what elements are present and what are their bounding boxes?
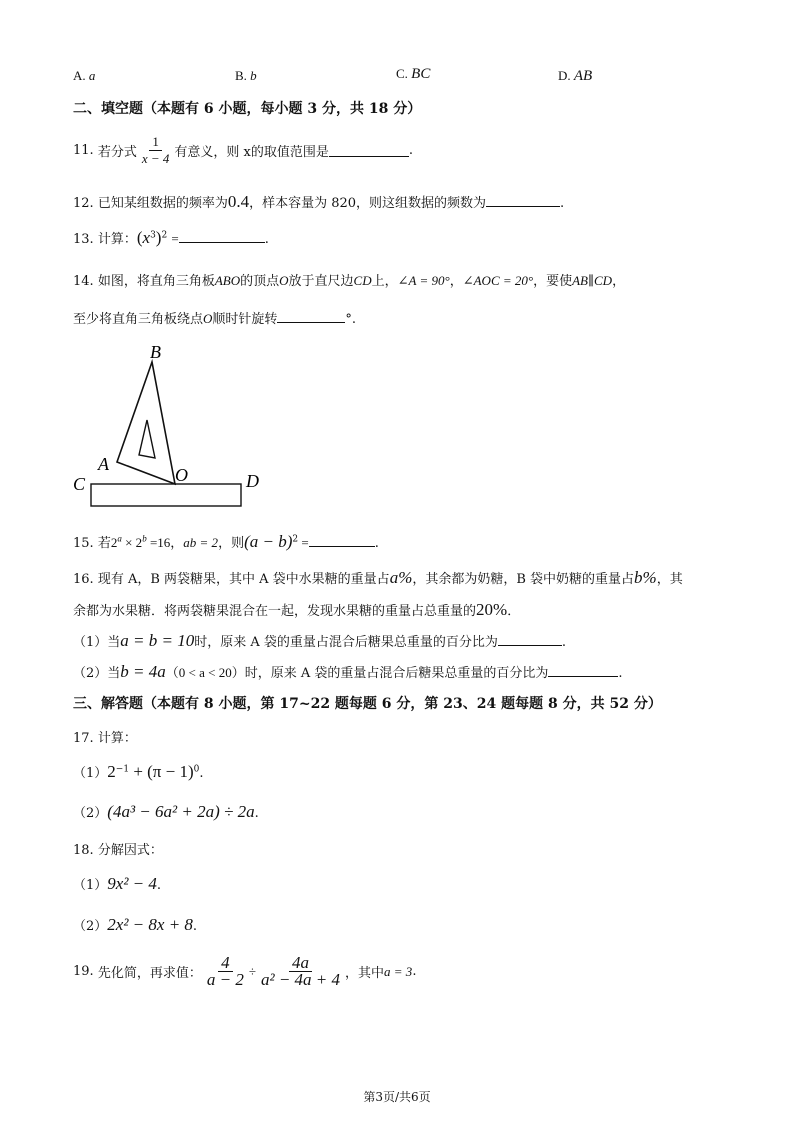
q16-part-2-label: （2）当 bbox=[73, 666, 121, 681]
q13-base: x bbox=[142, 228, 151, 247]
q19-text: ，其中 bbox=[345, 966, 385, 981]
q19-fraction-1-numerator: 4 bbox=[218, 955, 233, 972]
option-b-letter: B. bbox=[235, 68, 247, 83]
q14-point-o: O bbox=[279, 273, 289, 288]
question-16-part-1: （1）当a = b = 10时，原来 A 袋的重量占混合后糖果总重量的百分比为 . bbox=[73, 631, 567, 650]
question-17-part-1 bbox=[73, 762, 204, 782]
q17-number: 17. bbox=[73, 731, 94, 746]
q13-inner-exponent: 3 bbox=[150, 230, 156, 241]
q14-separator: ， bbox=[449, 274, 463, 289]
option-d-value: AB bbox=[573, 68, 593, 84]
q16-part-1-answer-blank[interactable] bbox=[498, 633, 562, 646]
ruler-shape bbox=[91, 484, 241, 506]
q11-answer-blank[interactable] bbox=[329, 144, 409, 157]
q12-text-pre: 已知某组数据的频率为 bbox=[97, 196, 228, 211]
figure-label-o: O bbox=[175, 465, 188, 485]
q14-degree-suffix: °. bbox=[345, 312, 357, 327]
q16-part-2-answer-blank[interactable] bbox=[548, 664, 618, 677]
q11-fraction bbox=[139, 134, 173, 167]
figure-label-b: B bbox=[150, 342, 161, 362]
option-c-value: BC bbox=[411, 66, 431, 82]
q16-text: ，其 bbox=[656, 572, 683, 587]
question-18-part-2 bbox=[73, 915, 197, 935]
q15-exponent-a: a bbox=[117, 533, 122, 544]
q17-part-1-end: . bbox=[199, 766, 204, 781]
q19-fraction-2-numerator: 4a bbox=[289, 955, 312, 972]
q16-part-2-condition: b = 4a bbox=[120, 662, 166, 681]
q14-text: 上， bbox=[371, 274, 398, 289]
q18-number: 18. bbox=[73, 843, 94, 858]
q12-frequency: 0.4 bbox=[227, 192, 250, 211]
question-16-line-1 bbox=[73, 568, 683, 588]
q16-text: 现有 A，B 两袋糖果，其中 A 袋中水果糖的重量占 bbox=[97, 572, 390, 587]
q15-text: 若 bbox=[97, 536, 111, 551]
q17-part-1-label: （1） bbox=[73, 766, 108, 781]
section-2-heading: 二、填空题（本题有 6 小题，每小题 3 分，共 18 分） bbox=[73, 101, 422, 117]
q14-segment-cd: CD bbox=[353, 273, 372, 288]
q13-number: 13. bbox=[73, 232, 94, 247]
question-17-part-2 bbox=[73, 802, 259, 822]
q16-part-1-text: 时，原来 A 袋的重量占混合后糖果总重量的百分比为 bbox=[194, 635, 498, 650]
question-18-part-1 bbox=[73, 874, 161, 894]
triangle-ruler-figure bbox=[66, 338, 276, 513]
q16-percent-b: b% bbox=[634, 568, 657, 587]
question-12: 12. 已知某组数据的频率为0.4，样本容量为 820，则这组数据的频数为 . bbox=[73, 192, 565, 211]
question-14-line-2 bbox=[73, 308, 356, 327]
option-a-value: a bbox=[88, 68, 96, 83]
q14-triangle-name: ABO bbox=[214, 273, 241, 288]
q13-equals: = bbox=[171, 231, 179, 246]
q18-part-2-expression: 2x² − 8x + 8 bbox=[107, 915, 193, 934]
q19-end: . bbox=[412, 964, 417, 979]
q17-part-2-end: . bbox=[254, 806, 259, 821]
q16-text: ，其余都为奶糖，B 袋中奶糖的重量占 bbox=[412, 572, 635, 587]
option-d bbox=[558, 68, 592, 85]
q16-percent-a: a% bbox=[389, 568, 413, 587]
q12-number: 12. bbox=[73, 196, 94, 211]
option-c bbox=[396, 66, 430, 83]
q16-part-2-text: 时，原来 A 袋的重量占混合后糖果总重量的百分比为 bbox=[244, 666, 549, 681]
q18-part-2-end: . bbox=[192, 919, 198, 934]
q15-expression-exponent: 2 bbox=[292, 534, 299, 545]
q15-expression: (a − b) bbox=[244, 532, 293, 551]
q16-number: 16. bbox=[73, 572, 94, 587]
q12-text-mid: ，样本容量为 820，则这组数据的频数为 bbox=[249, 196, 487, 211]
q15-answer-blank[interactable] bbox=[309, 534, 375, 547]
q19-condition: a = 3 bbox=[384, 963, 413, 979]
figure-label-c: C bbox=[73, 474, 86, 494]
q18-title: 分解因式： bbox=[97, 843, 163, 858]
q14-angle-a: ∠A = 90° bbox=[397, 273, 450, 288]
q17-part-1-exponent-2: 0 bbox=[193, 764, 200, 775]
q18-part-1-label: （1） bbox=[73, 878, 108, 893]
q16-text: ． bbox=[507, 604, 521, 619]
option-c-letter: C. bbox=[396, 66, 408, 81]
q19-number: 19. bbox=[73, 964, 94, 979]
q18-part-1-expression: 9x² − 4 bbox=[107, 874, 157, 893]
q14-text: 如图，将直角三角板 bbox=[97, 274, 215, 289]
question-16-line-2 bbox=[73, 600, 520, 620]
q11-fraction-numerator: 1 bbox=[149, 134, 162, 151]
q11-fraction-denominator: x − 4 bbox=[141, 151, 170, 166]
q19-fraction-2 bbox=[258, 955, 343, 988]
q14-parallel-condition: AB∥CD bbox=[572, 273, 613, 288]
option-b-value: b bbox=[250, 68, 257, 83]
q14-text: 的顶点 bbox=[240, 274, 280, 289]
q16-percent-20: 20% bbox=[476, 600, 508, 619]
q17-part-1-rest: + (π − 1) bbox=[129, 762, 194, 781]
q15-text: ，则 bbox=[218, 536, 245, 551]
q16-part-2-range: （0 < a < 20） bbox=[165, 665, 245, 680]
q14-text: 顺时针旋转 bbox=[212, 312, 278, 327]
figure-label-a: A bbox=[98, 454, 109, 474]
q15-base: 2 bbox=[110, 535, 118, 550]
question-15: 15. 若$2^a \times 2^b =16$，ab = 2，则$(a - b)^2$ = . bbox=[73, 532, 379, 551]
q18-part-1-end: . bbox=[156, 878, 162, 893]
q15-times: × 2 bbox=[121, 535, 143, 550]
q11-number: 11. bbox=[73, 143, 94, 158]
triangle-inner-cutout bbox=[139, 420, 155, 458]
q14-point-o: O bbox=[203, 311, 213, 326]
q19-text: 先化简，再求值： bbox=[97, 966, 202, 981]
question-17 bbox=[73, 727, 137, 746]
q13-answer-blank[interactable] bbox=[179, 230, 265, 243]
question-11: 11. 若分式 $\frac{1}{x - 4}$ 有意义，则 x的取值范围是 . bbox=[73, 134, 413, 166]
q17-part-1-exponent: −1 bbox=[115, 764, 130, 775]
option-b bbox=[235, 68, 257, 84]
q19-fraction-1 bbox=[204, 955, 247, 988]
question-18 bbox=[73, 839, 163, 858]
q17-part-2-label: （2） bbox=[73, 806, 108, 821]
question-14-line-1 bbox=[73, 270, 625, 289]
q14-answer-blank[interactable] bbox=[277, 310, 345, 323]
q15-exponent-b: b bbox=[142, 533, 147, 544]
q14-angle-aoc: ∠AOC = 20° bbox=[462, 273, 534, 288]
page-footer: 第3页/共6页 bbox=[363, 1090, 431, 1104]
option-a bbox=[73, 68, 95, 84]
q15-number: 15. bbox=[73, 536, 94, 551]
q19-fraction-1-denominator: a − 2 bbox=[206, 970, 244, 989]
q13-outer-exponent: 2 bbox=[161, 230, 168, 241]
figure-label-d: D bbox=[246, 471, 259, 491]
q16-part-1-label: （1）当 bbox=[73, 635, 121, 650]
q16-text: 余都为水果糖．将两袋糖果混合在一起，发现水果糖的重量占总重量的 bbox=[73, 604, 477, 619]
q15-condition-end: =16， bbox=[146, 535, 184, 550]
q14-text: ， bbox=[612, 274, 626, 289]
q14-text: ，要使 bbox=[533, 274, 573, 289]
q16-part-1-condition: a = b = 10 bbox=[120, 631, 195, 650]
question-19 bbox=[73, 955, 416, 988]
q14-text: 放于直尺边 bbox=[288, 274, 354, 289]
q17-part-1-base: 2 bbox=[107, 762, 116, 781]
q18-part-2-label: （2） bbox=[73, 919, 108, 934]
option-d-letter: D. bbox=[558, 68, 571, 83]
option-a-letter: A. bbox=[73, 68, 86, 83]
question-13: 13. 计算：$(x^3)^2$ = . bbox=[73, 228, 269, 247]
q11-text-pre: 若分式 bbox=[97, 145, 137, 160]
q13-text-pre: 计算： bbox=[97, 232, 137, 247]
q11-text-post: 有意义，则 x的取值范围是 bbox=[174, 145, 329, 160]
q14-text: 至少将直角三角板绕点 bbox=[73, 312, 204, 327]
q15-equals: = bbox=[298, 535, 309, 550]
q14-number: 14. bbox=[73, 274, 94, 289]
q12-answer-blank[interactable] bbox=[486, 194, 560, 207]
q17-part-2-expression: (4a³ − 6a² + 2a) ÷ 2a bbox=[107, 802, 255, 821]
q15-condition-2: ab = 2 bbox=[183, 535, 219, 550]
section-3-heading: 三、解答题（本题有 8 小题，第 17~22 题每题 6 分，第 23、24 题每题 8 分，共 52 分） bbox=[73, 696, 662, 712]
q17-title: 计算： bbox=[97, 731, 137, 746]
q19-fraction-2-denominator: a² − 4a + 4 bbox=[260, 970, 341, 989]
question-16-part-2: （2）当b = 4a（0 < a < 20）时，原来 A 袋的重量占混合后糖果总重量的百分比为 . bbox=[73, 662, 623, 681]
q19-divide: ÷ bbox=[248, 963, 256, 979]
